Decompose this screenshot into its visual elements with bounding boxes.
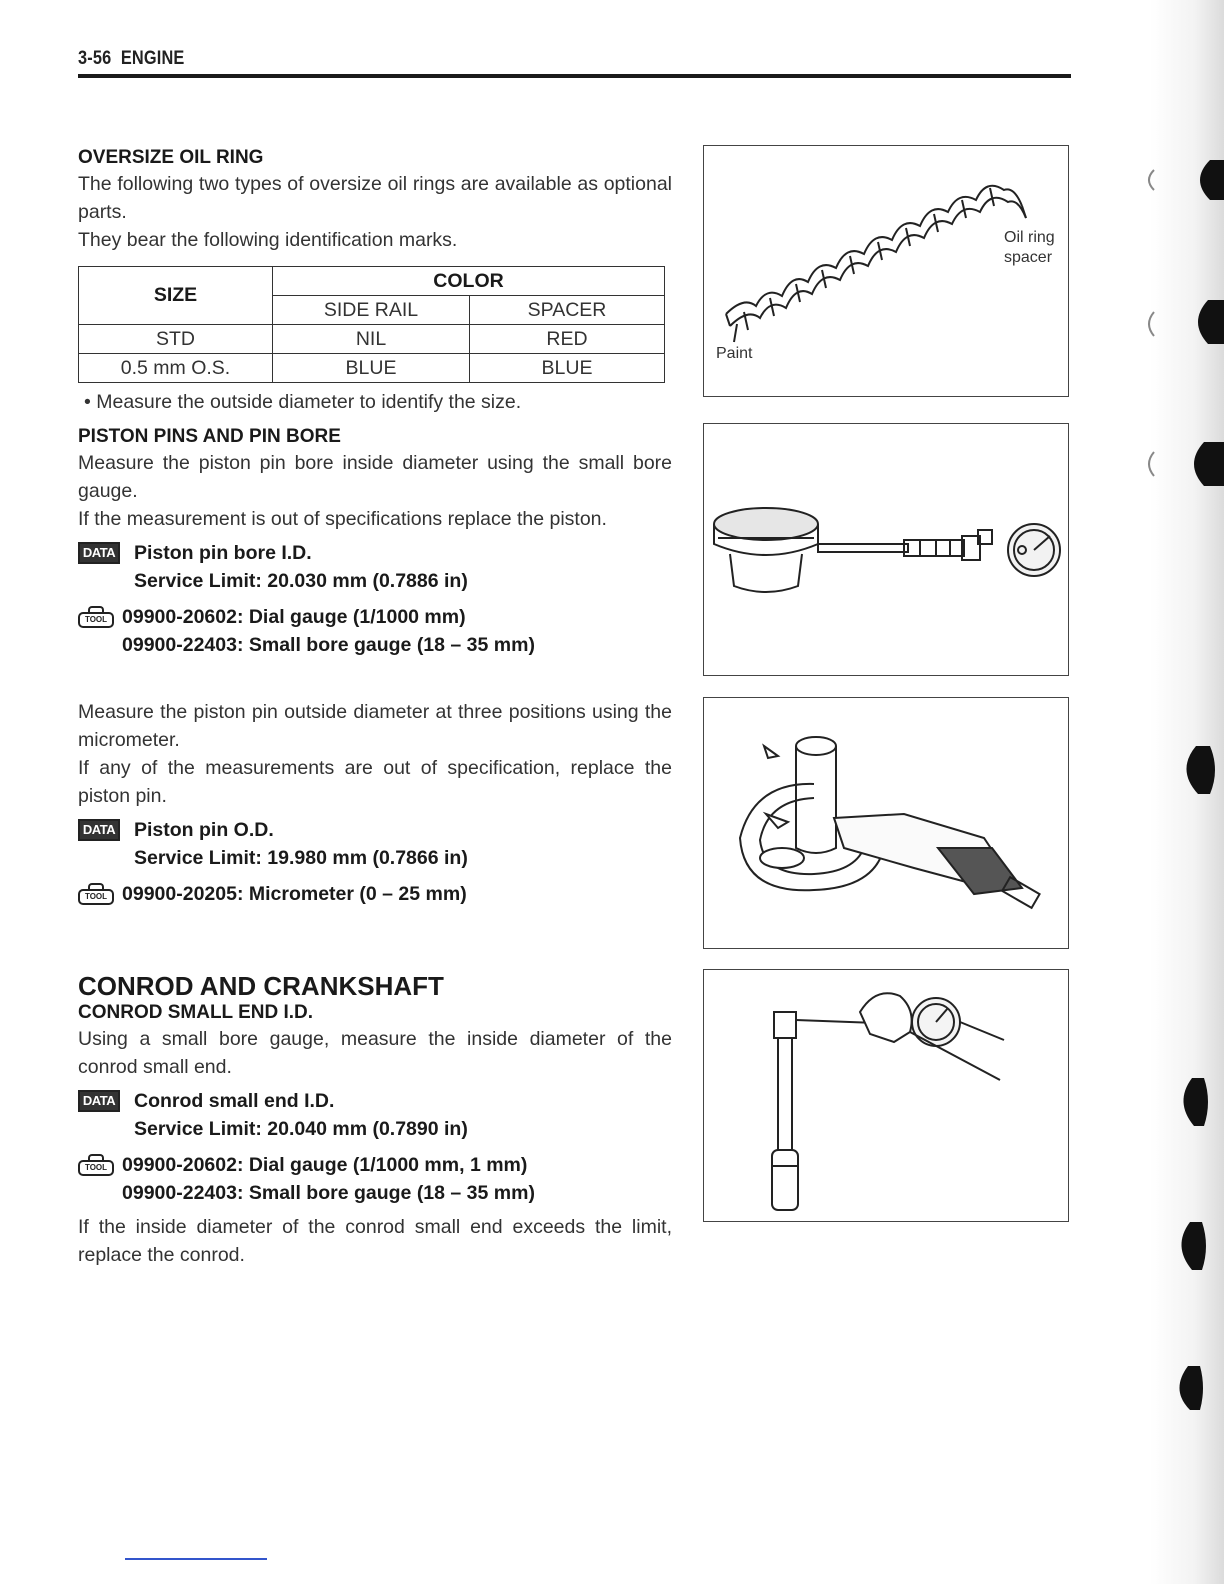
- spec-label: Piston pin bore I.D.: [134, 542, 312, 564]
- table-header-color: COLOR: [273, 267, 665, 296]
- tool-line: [78, 880, 672, 908]
- piston-pins-paragraph-3: Measure the piston pin outside diameter at three positions using the micrometer.: [78, 701, 672, 751]
- piston-pin-od-section: [78, 698, 672, 908]
- figure-conrod-gauge: [703, 969, 1069, 1222]
- oversize-paragraph-1: The following two types of oversize oil rings are available as optional parts.: [78, 173, 672, 223]
- conrod-paragraph-2: If the inside diameter of the conrod small end exceeds the limit, replace the conrod.: [78, 1216, 672, 1266]
- tool-line: [78, 1151, 672, 1179]
- figure-piston-bore-gauge: [703, 423, 1069, 676]
- measure-bullet: [84, 388, 521, 416]
- piston-pins-paragraph-1: Measure the piston pin bore inside diameter using the small bore gauge.: [78, 452, 672, 502]
- binding-tab-marks-icon: [1140, 150, 1224, 1410]
- figure-label: spacer: [1004, 249, 1053, 266]
- conrod-spec: [78, 1087, 672, 1115]
- table-cell-spacer: BLUE: [470, 354, 665, 383]
- tool-text: 09900-22403: Small bore gauge (18 – 35 mm): [122, 1182, 535, 1204]
- bullet-text: Measure the outside diameter to identify the size.: [96, 391, 522, 413]
- oversize-paragraph-2: They bear the following identification marks.: [78, 229, 458, 251]
- data-icon: DATA: [78, 542, 120, 564]
- spec-label: Conrod small end I.D.: [134, 1090, 335, 1112]
- conrod-title: CONROD AND CRANKSHAFT: [78, 971, 444, 1001]
- conrod-section: [78, 971, 672, 1269]
- table-row: [79, 354, 665, 383]
- table-header-size: SIZE: [79, 267, 273, 325]
- spec-label: Piston pin O.D.: [134, 819, 274, 841]
- oil-ring-spacer-illustration: [704, 146, 1070, 398]
- tool-line: [78, 603, 672, 631]
- page-header: [78, 48, 185, 70]
- table-cell-side-rail: BLUE: [273, 354, 470, 383]
- figure-micrometer: [703, 697, 1069, 949]
- data-icon: DATA: [78, 1090, 120, 1112]
- spec-limit: Service Limit: 20.030 mm (0.7886 in): [134, 570, 468, 592]
- tool-text: 09900-20205: Micrometer (0 – 25 mm): [122, 883, 467, 905]
- piston-pin-bore-spec: [78, 539, 672, 567]
- oil-ring-color-table: [78, 266, 665, 383]
- header-rule: [78, 74, 1071, 78]
- piston-bore-gauge-illustration: [704, 424, 1070, 677]
- tool-icon: TOOL: [78, 883, 114, 905]
- data-icon: DATA: [78, 819, 120, 841]
- tool-text: 09900-20602: Dial gauge (1/1000 mm): [122, 606, 466, 628]
- table-cell-side-rail: NIL: [273, 325, 470, 354]
- table-row: [79, 325, 665, 354]
- piston-pins-paragraph-2: If the measurement is out of specifications replace the piston.: [78, 508, 607, 530]
- section-title: ENGINE: [120, 48, 185, 69]
- bottom-rule: [125, 1558, 267, 1560]
- table-cell-size: STD: [79, 325, 273, 354]
- piston-pin-od-spec: [78, 816, 672, 844]
- piston-pins-section: [78, 425, 672, 659]
- table-header-side-rail: SIDE RAIL: [273, 296, 470, 325]
- spec-limit: Service Limit: 20.040 mm (0.7890 in): [134, 1118, 468, 1140]
- figure-label: Paint: [716, 345, 753, 362]
- tool-text: 09900-22403: Small bore gauge (18 – 35 mm): [122, 634, 535, 656]
- oversize-title: OVERSIZE OIL RING: [78, 147, 264, 168]
- table-cell-spacer: RED: [470, 325, 665, 354]
- piston-pins-title: PISTON PINS AND PIN BORE: [78, 426, 341, 447]
- table-cell-size: 0.5 mm O.S.: [79, 354, 273, 383]
- conrod-subtitle: CONROD SMALL END I.D.: [78, 1002, 314, 1023]
- tool-icon: TOOL: [78, 1154, 114, 1176]
- conrod-gauge-illustration: [704, 970, 1070, 1223]
- bullet-dot-icon: •: [84, 391, 91, 413]
- figure-oil-ring-spacer: [703, 145, 1069, 397]
- figure-label: Oil ring: [1004, 229, 1055, 246]
- piston-pins-paragraph-4: If any of the measurements are out of specification, replace the piston pin.: [78, 757, 672, 807]
- micrometer-illustration: [704, 698, 1070, 950]
- tool-icon: TOOL: [78, 606, 114, 628]
- tool-text: 09900-20602: Dial gauge (1/1000 mm, 1 mm): [122, 1154, 528, 1176]
- oversize-oil-ring-section: [78, 146, 672, 254]
- conrod-paragraph-1: Using a small bore gauge, measure the inside diameter of the conrod small end.: [78, 1028, 672, 1078]
- page-number: 3-56: [78, 48, 112, 69]
- spec-limit: Service Limit: 19.980 mm (0.7866 in): [134, 847, 468, 869]
- table-header-spacer: SPACER: [470, 296, 665, 325]
